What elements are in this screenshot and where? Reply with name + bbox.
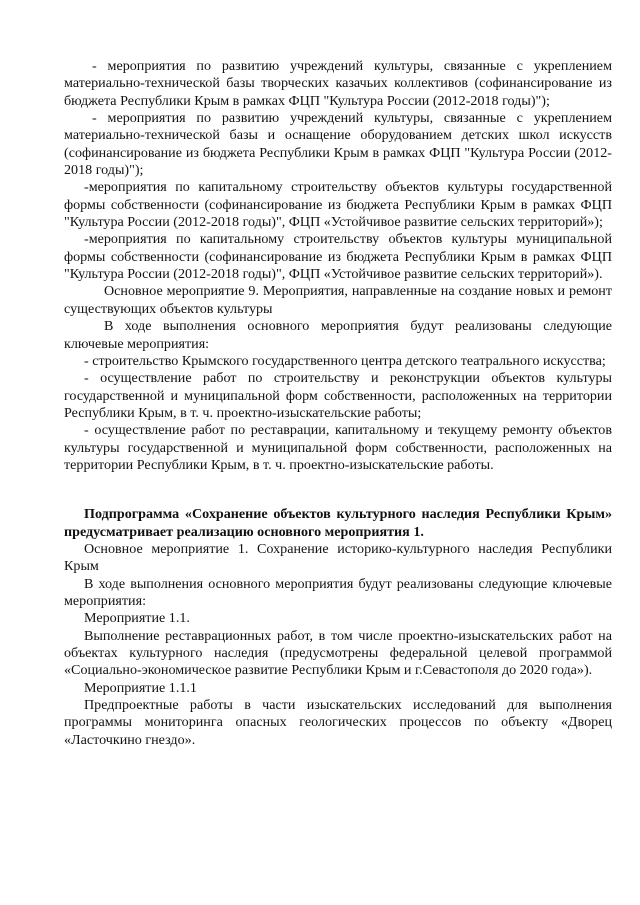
paragraph-main-activity-9: Основное мероприятие 9. Мероприятия, направленные на создание новых и ремонт существующих объектов культуры: [64, 283, 612, 317]
paragraph-art-schools: - мероприятия по развитию учреждений культуры, связанные с укреплением материально-технической базы и оснащение оборудованием детских школ искусств (софинансирование из бюджета Республики Крым в рамках ФЦП "Культура России (2012-2018 годы)");: [64, 110, 612, 179]
paragraph-preproject-works: Предпроектные работы в части изыскательских исследований для выполнения программы мониторинга опасных геологических процессов по объекту «Дворец «Ласточкино гнездо».: [64, 697, 612, 748]
paragraph-restoration-works: Выполнение реставрационных работ, в том числе проектно-изыскательских работ на объектах культурного наследия (предусмотрены федеральной целевой программой «Социально-экономическое развитие Республики Крым и г.Севастополя до 2020 года»).: [64, 627, 612, 679]
paragraph-theatre-center: - строительство Крымского государственного центра детского театрального искусства;: [84, 352, 606, 369]
document-page: [64, 58, 612, 749]
section-spacer: [64, 474, 612, 506]
paragraph-key-activities-intro-2: В ходе выполнения основного мероприятия будут реализованы следующие ключевые мероприятия:: [64, 575, 612, 609]
paragraph-cossack-collectives: - мероприятия по развитию учреждений культуры, связанные с укреплением материально-технической базы творческих казачьих коллективов (софинансирование из бюджета Республики Крым в рамках ФЦП "Культура России (2012-2018 годы)");: [64, 58, 612, 109]
paragraph-state-construction: -мероприятия по капитальному строительству объектов культуры государственной формы собственности (софинансирование из бюджета Республики Крым в рамках ФЦП "Культура России (2012-2018 годы)", ФЦП «Устойчивое развитие сельских территорий»);: [64, 179, 612, 231]
paragraph-construction-reconstruction: - осуществление работ по строительству и реконструкции объектов культуры государственной и муниципальной форм собственности, расположенных на территории Республики Крым, в т. ч. проектно-изыскательские работы;: [64, 370, 612, 421]
paragraph-municipal-construction: -мероприятия по капитальному строительству объектов культуры муниципальной формы собственности (софинансирование из бюджета Республики Крым в рамках ФЦП "Культура России (2012-2018 годы)", ФЦП «Устойчивое развитие сельских территорий»).: [64, 231, 612, 283]
paragraph-main-activity-1: Основное мероприятие 1. Сохранение историко-культурного наследия Республики Крым: [64, 540, 612, 575]
paragraph-key-activities-intro: В ходе выполнения основного мероприятия будут реализованы следующие ключевые мероприятия:: [64, 318, 612, 352]
activity-1-1-heading: Мероприятие 1.1.: [84, 610, 190, 627]
subprogram-heading: Подпрограмма «Сохранение объектов культурного наследия Республики Крым» предусматривает реализацию основного мероприятия 1.: [64, 506, 612, 540]
paragraph-restoration-repair: - осуществление работ по реставрации, капитальному и текущему ремонту объектов культуры государственной и муниципальной форм собственности, расположенных на территории Республики Крым, в т. ч. проектно-изыскательские работы.: [64, 422, 612, 473]
activity-1-1-1-heading: Мероприятие 1.1.1: [84, 679, 197, 696]
